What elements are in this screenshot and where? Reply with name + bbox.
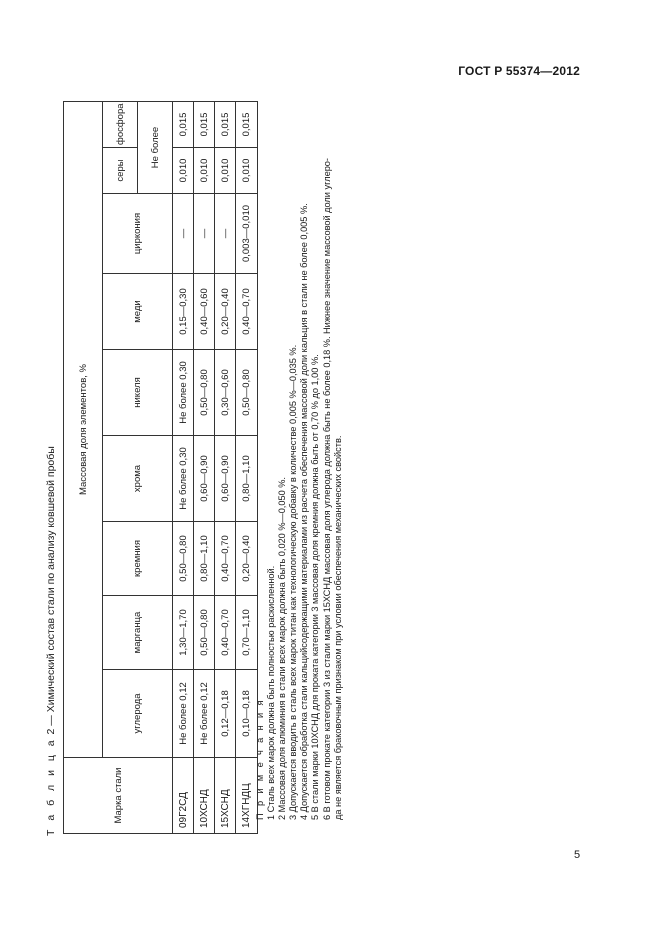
manganese-cell: 0,70—1,10 <box>236 596 258 670</box>
note-item: 5 В стали марки 10ХСНД для проката категории 3 массовая доля кремния должна быть от 0,70 % до 1,00 %. <box>310 354 321 820</box>
header-mass-fraction: Массовая доля элементов, % <box>64 102 103 758</box>
nickel-cell: 0,50—0,80 <box>236 350 258 436</box>
nickel-cell: 0,30—0,60 <box>215 350 236 436</box>
header-copper: меди <box>103 274 173 350</box>
zirconium-cell: — <box>215 194 236 274</box>
table-notes <box>255 158 344 820</box>
note-item-continuation: да не является браковочным признаком при условии обеспечения механических свойств. <box>332 435 343 820</box>
silicon-cell: 0,40—0,70 <box>215 522 236 596</box>
copper-cell: 0,40—0,70 <box>236 274 258 350</box>
chemical-composition-table <box>63 101 258 834</box>
phosphorus-cell: 0,015 <box>194 102 215 148</box>
header-sulfur: серы <box>103 148 138 194</box>
phosphorus-cell: 0,015 <box>173 102 194 148</box>
nickel-cell: 0,50—0,80 <box>194 350 215 436</box>
zirconium-cell: — <box>194 194 215 274</box>
grade-cell: 14ХГНДЦ <box>236 758 258 834</box>
carbon-cell: 0,10—0,18 <box>236 670 258 758</box>
carbon-cell: Не более 0,12 <box>194 670 215 758</box>
sulfur-cell: 0,010 <box>236 148 258 194</box>
header-manganese: марганца <box>103 596 173 670</box>
chromium-cell: 0,60—0,90 <box>194 436 215 522</box>
table-row <box>173 102 194 834</box>
nickel-cell: Не более 0,30 <box>173 350 194 436</box>
sulfur-cell: 0,010 <box>194 148 215 194</box>
carbon-cell: 0,12—0,18 <box>215 670 236 758</box>
manganese-cell: 1,30—1,70 <box>173 596 194 670</box>
copper-cell: 0,40—0,60 <box>194 274 215 350</box>
sulfur-cell: 0,010 <box>215 148 236 194</box>
chromium-cell: 0,80—1,10 <box>236 436 258 522</box>
manganese-cell: 0,50—0,80 <box>194 596 215 670</box>
header-steel-grade: Марка стали <box>64 758 173 834</box>
header-zirconium: циркония <box>103 194 173 274</box>
copper-cell: 0,20—0,40 <box>215 274 236 350</box>
table-caption-prefix: Т а б л и ц а <box>45 737 57 836</box>
manganese-cell: 0,40—0,70 <box>215 596 236 670</box>
phosphorus-cell: 0,015 <box>236 102 258 148</box>
carbon-cell: Не более 0,12 <box>173 670 194 758</box>
page-number: 5 <box>574 849 581 861</box>
note-item: 2 Массовая доля алюминия в стали всех марок должна быть 0,020 %—0,050 %. <box>277 477 288 820</box>
chromium-cell: 0,60—0,90 <box>215 436 236 522</box>
sulfur-cell: 0,010 <box>173 148 194 194</box>
header-phosphorus: фосфора <box>103 102 138 148</box>
table-caption <box>45 446 57 836</box>
table-caption-text: — Химический состав стали по анализу ковшевой пробы <box>45 446 57 726</box>
grade-cell: 15ХСНД <box>215 758 236 834</box>
rotated-table-block <box>45 96 383 836</box>
notes-title: П р и м е ч а н и я <box>255 698 265 820</box>
header-carbon: углерода <box>103 670 173 758</box>
note-item: 3 Допускается вводить в сталь всех марок титан как технологическую добавку в количестве 0,005 %—0,035 %. <box>288 344 299 820</box>
grade-cell: 10ХСНД <box>194 758 215 834</box>
note-item: 1 Сталь всех марок должна быть полностью раскисленной. <box>266 565 277 820</box>
note-item: 6 В готовом прокате категории 3 из стали марки 15ХСНД массовая доля углерода должна быть не более 0,18 %. Нижнее значение массовой доли углеро- <box>321 158 332 820</box>
header-nickel: никеля <box>103 350 173 436</box>
table-caption-number: 2 <box>45 728 57 735</box>
silicon-cell: 0,20—0,40 <box>236 522 258 596</box>
copper-cell: 0,15—0,30 <box>173 274 194 350</box>
chromium-cell: Не более 0,30 <box>173 436 194 522</box>
phosphorus-cell: 0,015 <box>215 102 236 148</box>
zirconium-cell: 0,003—0,010 <box>236 194 258 274</box>
silicon-cell: 0,50—0,80 <box>173 522 194 596</box>
silicon-cell: 0,80—1,10 <box>194 522 215 596</box>
header-chromium: хрома <box>103 436 173 522</box>
table-row <box>194 102 215 834</box>
grade-cell: 09Г2СД <box>173 758 194 834</box>
table-row <box>215 102 236 834</box>
zirconium-cell: — <box>173 194 194 274</box>
note-item: 4 Допускается обработка стали кальцийсодержащими материалами из расчета обеспечения массовой доли кальция в стали не более 0,005 %. <box>299 203 310 820</box>
header-silicon: кремния <box>103 522 173 596</box>
header-not-more: Не более <box>138 102 173 194</box>
document-standard-header: ГОСТ Р 55374—2012 <box>458 64 580 78</box>
